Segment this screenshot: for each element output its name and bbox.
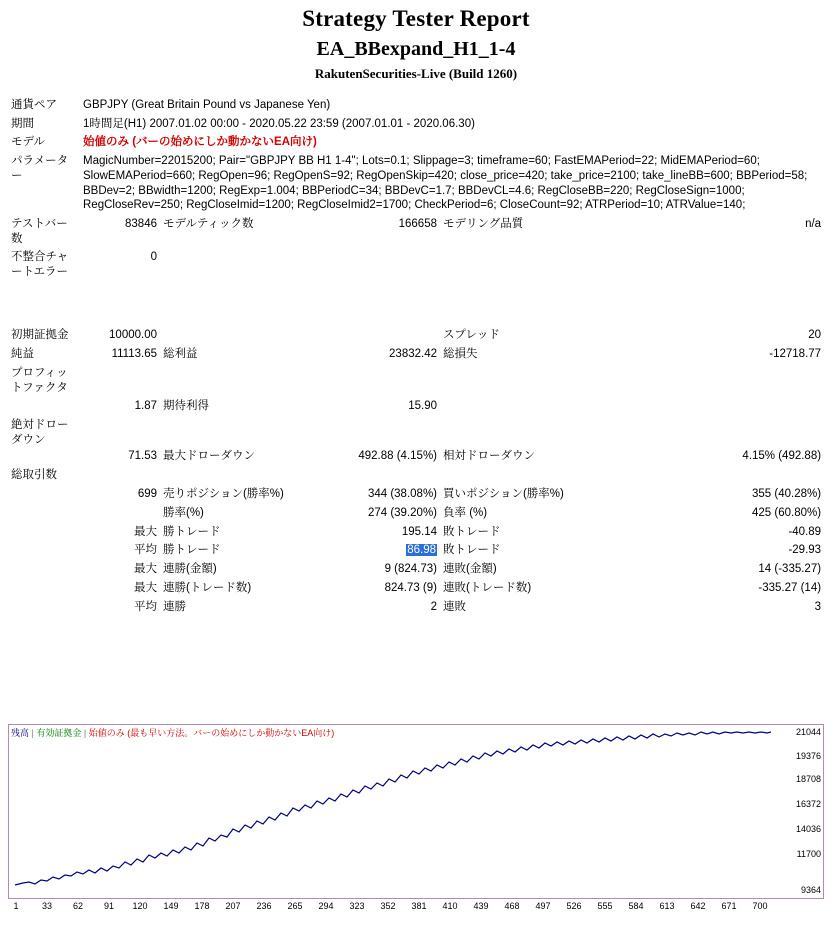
- model-quality-value: n/a: [805, 218, 822, 231]
- total-trades-label: 総取引数: [11, 468, 57, 481]
- table-row-period: [8, 115, 824, 134]
- largest-loss-value: -40.89: [788, 525, 822, 538]
- chart-errors-value: 0: [150, 251, 157, 264]
- table-row-params: [8, 152, 824, 215]
- x-tick-10: 294: [318, 901, 334, 911]
- x-tick-1: 33: [41, 901, 53, 911]
- legend-equity: 有効証拠金: [36, 728, 82, 738]
- x-tick-15: 439: [473, 901, 489, 911]
- max-consec-wins-money-value: 9 (824.73): [384, 563, 437, 576]
- max-consec-losses-count-label: 連敗(トレード数): [443, 581, 532, 594]
- x-tick-21: 613: [659, 901, 675, 911]
- gross-loss-label: 総損失: [443, 348, 478, 361]
- x-tick-13: 381: [411, 901, 427, 911]
- table-row-avg-consec: [8, 598, 824, 617]
- profit-factor-value: 1.87: [134, 400, 157, 413]
- y-tick-1: 19376: [795, 751, 821, 761]
- equity-curve: [9, 725, 825, 900]
- y-tick-6: 9364: [800, 885, 821, 895]
- avg-consec-wins-value: 2: [430, 600, 437, 613]
- long-positions-label: 買いポジション(勝率%): [443, 488, 564, 501]
- average-loss-label: 敗トレード: [443, 544, 501, 557]
- test-bars-label: テストバー数: [11, 218, 68, 245]
- max-consec-losses-count-value: -335.27 (14): [758, 581, 822, 594]
- x-tick-11: 323: [349, 901, 365, 911]
- table-row-max-consec-money: [8, 560, 824, 579]
- expected-payoff-label: 期待利得: [163, 400, 209, 413]
- x-tick-16: 468: [504, 901, 520, 911]
- max-drawdown-value: 492.88 (4.15%): [358, 450, 437, 463]
- table-row-max-consec-count: [8, 579, 824, 598]
- max-consec-count-label: 最大: [134, 581, 157, 594]
- x-tick-14: 410: [442, 901, 458, 911]
- period-value: 1時間足(H1) 2007.01.02 00:00 - 2020.05.22 23:59 (2007.01.01 - 2020.06.30): [83, 117, 475, 130]
- average-label: 平均: [134, 544, 157, 557]
- legend-model: 始値のみ (最も早い方法。バーの始めにしか動かないEA向け): [88, 728, 335, 738]
- x-tick-17: 497: [535, 901, 551, 911]
- x-tick-18: 526: [566, 901, 582, 911]
- x-tick-8: 236: [256, 901, 272, 911]
- initial-deposit-value: 10000.00: [109, 329, 157, 342]
- gross-profit-label: 総利益: [163, 348, 198, 361]
- table-row-pair: [8, 96, 824, 115]
- model-value: 始値のみ (バーの始めにしか動かないEA向け): [83, 136, 317, 149]
- largest-label: 最大: [134, 525, 157, 538]
- largest-win-label: 勝トレード: [163, 525, 221, 538]
- table-row-profit: [8, 345, 824, 364]
- chart-legend: 残高 | 有効証拠金 | 始値のみ (最も早い方法。バーの始めにしか動かないEA向け): [11, 728, 335, 738]
- x-tick-24: 700: [752, 901, 768, 911]
- chart-errors-label: 不整合チャートエラー: [11, 251, 69, 279]
- table-row-model: [8, 133, 824, 152]
- broker-build: RakutenSecurities-Live (Build 1260): [314, 66, 518, 81]
- table-row-largest: [8, 523, 824, 542]
- initial-deposit-label: 初期証拠金: [11, 329, 69, 342]
- win-rate-label: 勝率(%): [163, 506, 204, 519]
- x-tick-12: 352: [380, 901, 396, 911]
- long-positions-value: 355 (40.28%): [752, 488, 822, 501]
- net-profit-value: 11113.65: [111, 348, 157, 361]
- spread-label: スプレッド: [443, 329, 500, 342]
- gross-loss-value: -12718.77: [769, 348, 822, 361]
- short-positions-value: 344 (38.08%): [367, 488, 437, 501]
- average-win-label: 勝トレード: [163, 544, 221, 557]
- x-tick-7: 207: [225, 901, 241, 911]
- x-tick-6: 178: [194, 901, 210, 911]
- max-consec-wins-money-label: 連勝(金額): [163, 563, 217, 576]
- expected-payoff-value: 15.90: [408, 400, 437, 413]
- y-tick-5: 11700: [796, 849, 821, 859]
- x-tick-23: 671: [721, 901, 737, 911]
- table-row-chart-errors: [8, 248, 824, 326]
- model-quality-label: モデリング品質: [443, 218, 524, 231]
- abs-drawdown-value: 71.53: [128, 450, 157, 463]
- loss-rate-label: 負率 (%): [443, 506, 488, 519]
- average-win-cell: [310, 541, 440, 560]
- x-tick-5: 149: [163, 901, 179, 911]
- max-consec-losses-money-label: 連敗(金額): [443, 563, 497, 576]
- loss-rate-value: 425 (60.80%): [752, 506, 822, 519]
- x-tick-9: 265: [287, 901, 303, 911]
- x-tick-0: 1: [13, 901, 19, 911]
- x-tick-19: 555: [597, 901, 613, 911]
- table-row-drawdown: [8, 416, 824, 466]
- pair-value: GBPJPY (Great Britain Pound vs Japanese Yen): [83, 99, 331, 111]
- win-rate-value: 274 (39.20%): [367, 506, 437, 519]
- model-ticks-value: 166658: [398, 218, 437, 231]
- table-row-deposit: [8, 326, 824, 345]
- ea-name: EA_BBexpand_H1_1-4: [316, 38, 516, 60]
- rel-drawdown-label: 相対ドローダウン: [443, 450, 535, 463]
- profit-factor-label: プロフィットファクタ: [11, 366, 68, 394]
- total-trades-value: 699: [137, 488, 157, 501]
- table-row-total-trades: [8, 466, 824, 504]
- table-row-average: [8, 541, 824, 560]
- max-consec-wins-count-label: 連勝(トレード数): [163, 581, 252, 594]
- report-page: [0, 6, 832, 927]
- max-drawdown-label: 最大ドローダウン: [163, 450, 255, 463]
- page-title: Strategy Tester Report: [302, 6, 530, 31]
- gross-profit-value: 23832.42: [389, 348, 437, 361]
- average-loss-value: -29.93: [788, 544, 822, 557]
- average-win-value[interactable]: 86.98: [407, 544, 436, 557]
- y-tick-2: 18708: [795, 774, 821, 784]
- rel-drawdown-value: 4.15% (492.88): [742, 450, 822, 463]
- x-tick-20: 584: [628, 901, 644, 911]
- avg-consec-label: 平均: [134, 600, 157, 613]
- x-tick-3: 91: [103, 901, 115, 911]
- equity-chart: [8, 724, 824, 920]
- model-label: モデル: [11, 136, 45, 149]
- short-positions-label: 売りポジション(勝率%): [163, 488, 284, 501]
- x-tick-4: 120: [132, 901, 148, 911]
- net-profit-label: 純益: [11, 348, 34, 361]
- avg-consec-wins-label: 連勝: [163, 600, 186, 613]
- params-value: MagicNumber=22015200; Pair="GBPJPY BB H1 1-4"; Lots=0.1; Slippage=3; timeframe=60; FastEMAPeriod=22; MidEMAPeriod=60; SlowEMAPeriod=660; RegOpen=96; RegOpenS=92; RegOpenSkip=420; close_price=420; take_price=2100; take_lineBB=600; BBPeriod=58; BBDev=2; BBwidth=1200; RegExp=1.004; BBPeriodC=34; BBDevC=1.7; BBDevCL=4.6; RegCloseBB=220; RegCloseSign=1000; RegCloseRev=250; RegCloseImid=1200; RegCloseImid2=1700; CheckPeriod=6; CloseCount=92; ATRPeriod=10; ATRValue=140;: [83, 155, 808, 212]
- y-tick-0: 21044: [795, 727, 821, 737]
- pair-label: 通貨ペア: [11, 99, 57, 111]
- test-bars-value: 83846: [125, 218, 157, 231]
- params-label: パラメーター: [11, 155, 69, 182]
- avg-consec-losses-value: 3: [814, 600, 822, 613]
- model-ticks-label: モデルティック数: [163, 218, 254, 231]
- table-row-winrate: [8, 504, 824, 523]
- y-tick-3: 16372: [795, 799, 821, 809]
- max-consec-wins-count-value: 824.73 (9): [384, 581, 437, 594]
- table-row-profit-factor: [8, 364, 824, 416]
- chart-y-axis: [775, 725, 821, 898]
- period-label: 期間: [11, 117, 34, 130]
- x-tick-2: 62: [72, 901, 84, 911]
- abs-drawdown-label: 絶対ドローダウン: [11, 418, 69, 446]
- max-consec-label: 最大: [134, 563, 157, 576]
- equity-chart-plot: [8, 724, 824, 899]
- avg-consec-losses-label: 連敗: [443, 600, 466, 613]
- table-row-bars: [8, 215, 824, 248]
- legend-balance: 残高: [11, 728, 30, 738]
- report-table: [8, 96, 824, 616]
- spread-value: 20: [808, 329, 822, 342]
- max-consec-losses-money-value: 14 (-335.27): [758, 563, 822, 576]
- y-tick-4: 14036: [795, 824, 821, 834]
- x-tick-22: 642: [690, 901, 706, 911]
- chart-x-axis: [8, 899, 824, 917]
- largest-win-value: 195.14: [401, 525, 437, 538]
- largest-loss-label: 敗トレード: [443, 525, 501, 538]
